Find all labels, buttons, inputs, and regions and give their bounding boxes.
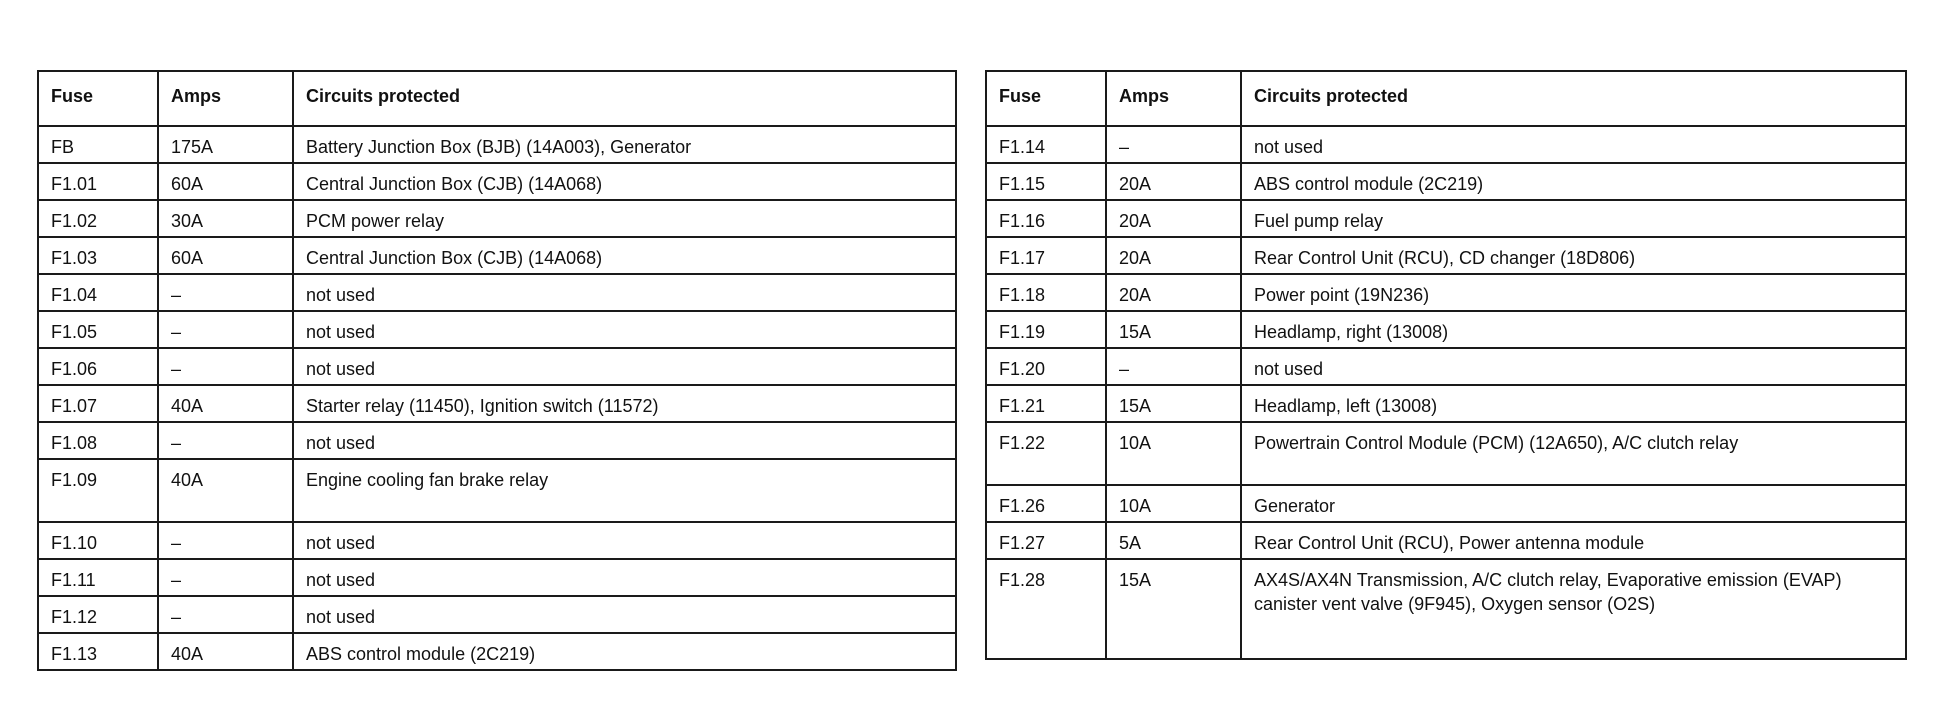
amps-cell: 40A <box>158 459 293 522</box>
amps-cell: 10A <box>1106 485 1241 522</box>
header-fuse: Fuse <box>986 71 1106 126</box>
table-row <box>986 163 1906 200</box>
circuits-cell: ABS control module (2C219) <box>1241 163 1906 200</box>
amps-cell: 15A <box>1106 559 1241 659</box>
circuits-cell: Starter relay (11450), Ignition switch (11572) <box>293 385 956 422</box>
fuse-cell: F1.02 <box>38 200 158 237</box>
amps-cell: 60A <box>158 163 293 200</box>
circuits-cell: Engine cooling fan brake relay <box>293 459 956 522</box>
fuse-cell: FB <box>38 126 158 163</box>
header-row <box>986 71 1906 126</box>
circuits-cell: Rear Control Unit (RCU), Power antenna module <box>1241 522 1906 559</box>
fuse-cell: F1.11 <box>38 559 158 596</box>
table-row <box>986 200 1906 237</box>
amps-cell: – <box>158 348 293 385</box>
circuits-cell: Headlamp, right (13008) <box>1241 311 1906 348</box>
circuits-cell: not used <box>293 559 956 596</box>
table-row <box>986 126 1906 163</box>
circuits-cell: not used <box>293 422 956 459</box>
circuits-cell: not used <box>293 274 956 311</box>
amps-cell: 15A <box>1106 311 1241 348</box>
fuse-cell: F1.05 <box>38 311 158 348</box>
header-amps: Amps <box>1106 71 1241 126</box>
table-row <box>986 311 1906 348</box>
circuits-cell: not used <box>293 348 956 385</box>
fuse-cell: F1.27 <box>986 522 1106 559</box>
circuits-cell: Powertrain Control Module (PCM) (12A650), A/C clutch relay <box>1241 422 1906 485</box>
fuse-cell: F1.19 <box>986 311 1106 348</box>
amps-cell: – <box>158 522 293 559</box>
circuits-cell: not used <box>1241 348 1906 385</box>
table-row <box>38 200 956 237</box>
fuse-cell: F1.12 <box>38 596 158 633</box>
table-row <box>986 274 1906 311</box>
table-row <box>38 274 956 311</box>
header-row <box>38 71 956 126</box>
amps-cell: – <box>1106 348 1241 385</box>
circuits-cell: not used <box>293 596 956 633</box>
table-row <box>38 596 956 633</box>
amps-cell: 175A <box>158 126 293 163</box>
circuits-cell: Power point (19N236) <box>1241 274 1906 311</box>
circuits-cell: Headlamp, left (13008) <box>1241 385 1906 422</box>
fuse-cell: F1.17 <box>986 237 1106 274</box>
fuse-cell: F1.13 <box>38 633 158 670</box>
amps-cell: 20A <box>1106 274 1241 311</box>
table-row <box>38 422 956 459</box>
circuits-cell: not used <box>293 311 956 348</box>
circuits-cell: not used <box>293 522 956 559</box>
fuse-cell: F1.28 <box>986 559 1106 659</box>
circuits-cell: Fuel pump relay <box>1241 200 1906 237</box>
amps-cell: – <box>158 559 293 596</box>
fuse-table-left <box>37 70 957 671</box>
table-row <box>38 163 956 200</box>
amps-cell: – <box>158 596 293 633</box>
table-row <box>38 385 956 422</box>
table-row <box>38 633 956 670</box>
circuits-cell: Battery Junction Box (BJB) (14A003), Generator <box>293 126 956 163</box>
circuits-cell: Central Junction Box (CJB) (14A068) <box>293 163 956 200</box>
fuse-table-right <box>985 70 1907 660</box>
amps-cell: 10A <box>1106 422 1241 485</box>
table-row <box>38 348 956 385</box>
amps-cell: 30A <box>158 200 293 237</box>
amps-cell: 15A <box>1106 385 1241 422</box>
amps-cell: 60A <box>158 237 293 274</box>
circuits-cell: ABS control module (2C219) <box>293 633 956 670</box>
table-row <box>986 522 1906 559</box>
table-row <box>986 485 1906 522</box>
amps-cell: – <box>158 311 293 348</box>
fuse-cell: F1.08 <box>38 422 158 459</box>
fuse-cell: F1.04 <box>38 274 158 311</box>
fuse-cell: F1.01 <box>38 163 158 200</box>
table-row <box>38 559 956 596</box>
header-circuits: Circuits protected <box>1241 71 1906 126</box>
amps-cell: 40A <box>158 633 293 670</box>
fuse-cell: F1.21 <box>986 385 1106 422</box>
circuits-cell: PCM power relay <box>293 200 956 237</box>
table-row <box>38 459 956 522</box>
fuse-cell: F1.03 <box>38 237 158 274</box>
table-row <box>38 237 956 274</box>
fuse-cell: F1.10 <box>38 522 158 559</box>
circuits-cell: Central Junction Box (CJB) (14A068) <box>293 237 956 274</box>
table-row <box>38 126 956 163</box>
fuse-cell: F1.18 <box>986 274 1106 311</box>
table-row <box>38 522 956 559</box>
amps-cell: 20A <box>1106 237 1241 274</box>
fuse-cell: F1.07 <box>38 385 158 422</box>
amps-cell: – <box>1106 126 1241 163</box>
fuse-cell: F1.14 <box>986 126 1106 163</box>
circuits-cell: not used <box>1241 126 1906 163</box>
header-circuits: Circuits protected <box>293 71 956 126</box>
amps-cell: 20A <box>1106 200 1241 237</box>
circuits-cell: Rear Control Unit (RCU), CD changer (18D806) <box>1241 237 1906 274</box>
amps-cell: – <box>158 274 293 311</box>
header-amps: Amps <box>158 71 293 126</box>
fuse-cell: F1.09 <box>38 459 158 522</box>
table-row <box>986 559 1906 659</box>
amps-cell: 5A <box>1106 522 1241 559</box>
fuse-cell: F1.06 <box>38 348 158 385</box>
circuits-cell: Generator <box>1241 485 1906 522</box>
circuits-cell: AX4S/AX4N Transmission, A/C clutch relay, Evaporative emission (EVAP) canister vent valve (9F945), Oxygen sensor (O2S) <box>1241 559 1906 659</box>
table-row <box>38 311 956 348</box>
table-row <box>986 422 1906 485</box>
table-row <box>986 237 1906 274</box>
fuse-cell: F1.26 <box>986 485 1106 522</box>
amps-cell: 20A <box>1106 163 1241 200</box>
amps-cell: – <box>158 422 293 459</box>
fuse-cell: F1.22 <box>986 422 1106 485</box>
header-fuse: Fuse <box>38 71 158 126</box>
table-row <box>986 385 1906 422</box>
fuse-cell: F1.15 <box>986 163 1106 200</box>
table-row <box>986 348 1906 385</box>
amps-cell: 40A <box>158 385 293 422</box>
fuse-cell: F1.20 <box>986 348 1106 385</box>
fuse-cell: F1.16 <box>986 200 1106 237</box>
